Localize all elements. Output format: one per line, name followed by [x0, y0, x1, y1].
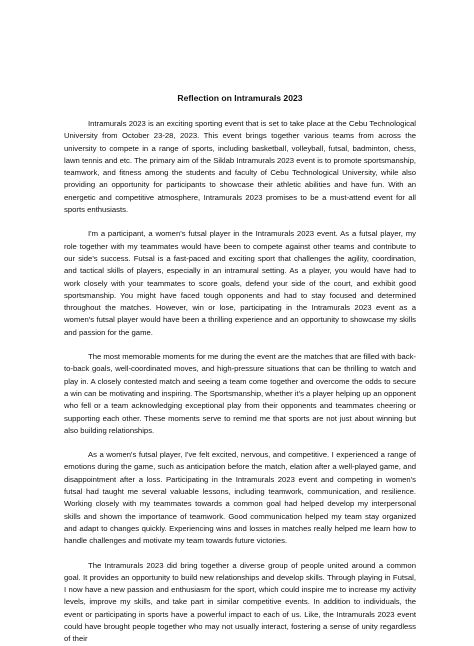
paragraph-intro: Intramurals 2023 is an exciting sporting event that is set to take place at the Cebu Technological University from October 23-28, 2023. This event brings together various teams from across the university to compete in a range of sports, including basketball, volleyball, futsal, badminton, chess, lawn tennis and etc. The primary aim of the Siklab Intramurals 2023 event is to promote sportsmanship, teamwork, and fitness among the students and faculty of Cebu Technological University, while also providing an opportunity for participants to showcase their athletic abilities and have fun. With an energetic and competitive atmosphere, Intramurals 2023 promises to be a must-attend event for all sports enthusiasts.: [64, 119, 416, 215]
paragraph-memorable-moments: The most memorable moments for me during the event are the matches that are filled with back-to-back goals, well-coordinated moves, and high-pressure situations that can be thrilling to watch and play in. A closely contested match and seeing a team come together and overcome the odds to secure a win can be motivating and inspiring. The Sportsmanship, whether it's a player helping up an opponent who fell or a team acknowledging exceptional play from their opponents and teammates cheering or supporting each other. These moments serve to remind me that sports are not just about winning but also building relationships.: [64, 352, 416, 435]
paragraph-participant: I'm a participant, a women's futsal player in the Intramurals 2023 event. As a futsal player, my role together with my teammates would have been to compete against other teams and contribute to our side's success. Futsal is a fast-paced and exciting sport that challenges the agility, coordination, and tactical skills of players, especially in an intramural setting. As a player, you would have had to work closely with your teammates to score goals, defend your side of the court, and exhibit good sportsmanship. You might have faced tough opponents and had to stay focused and determined throughout the matches. However, win or lose, participating in the Intramurals 2023 event as a women's futsal player would have been a thrilling experience and an opportunity to showcase my skills and passion for the game.: [64, 229, 416, 337]
document-title: Reflection on Intramurals 2023: [177, 93, 303, 103]
paragraph-emotions-lessons: As a women's futsal player, I've felt excited, nervous, and competitive. I experienced a range of emotions during the game, such as anticipation before the match, elation after a well-played game, and disappointment after a loss. Participating in the Intramurals 2023 event and competing in women's futsal had taught me several valuable lessons, including teamwork, communication, and resilience. Working closely with my teammates towards a common goal had helped develop my interpersonal skills and shown the importance of teamwork. Good communication helped my team stay organized and adapt to changes quickly. Experiencing wins and losses in matches really helped me learn how to handle challenges and motivate my team towards future victories.: [64, 450, 416, 546]
paragraph-community: The Intramurals 2023 did bring together a diverse group of people united around a common goal. It provides an opportunity to build new relationships and develop skills. Through playing in Futsal, I now have a new passion and enthusiasm for the sport, which could inspire me to increase my activity levels, improve my skills, and take part in similar competitive events. In addition to individuals, the event or participating in sports have a powerful impact to each of us. Like, the Intramurals 2023 event could have brought people together who may not usually interact, fostering a sense of unity regardless of their: [64, 560, 416, 644]
